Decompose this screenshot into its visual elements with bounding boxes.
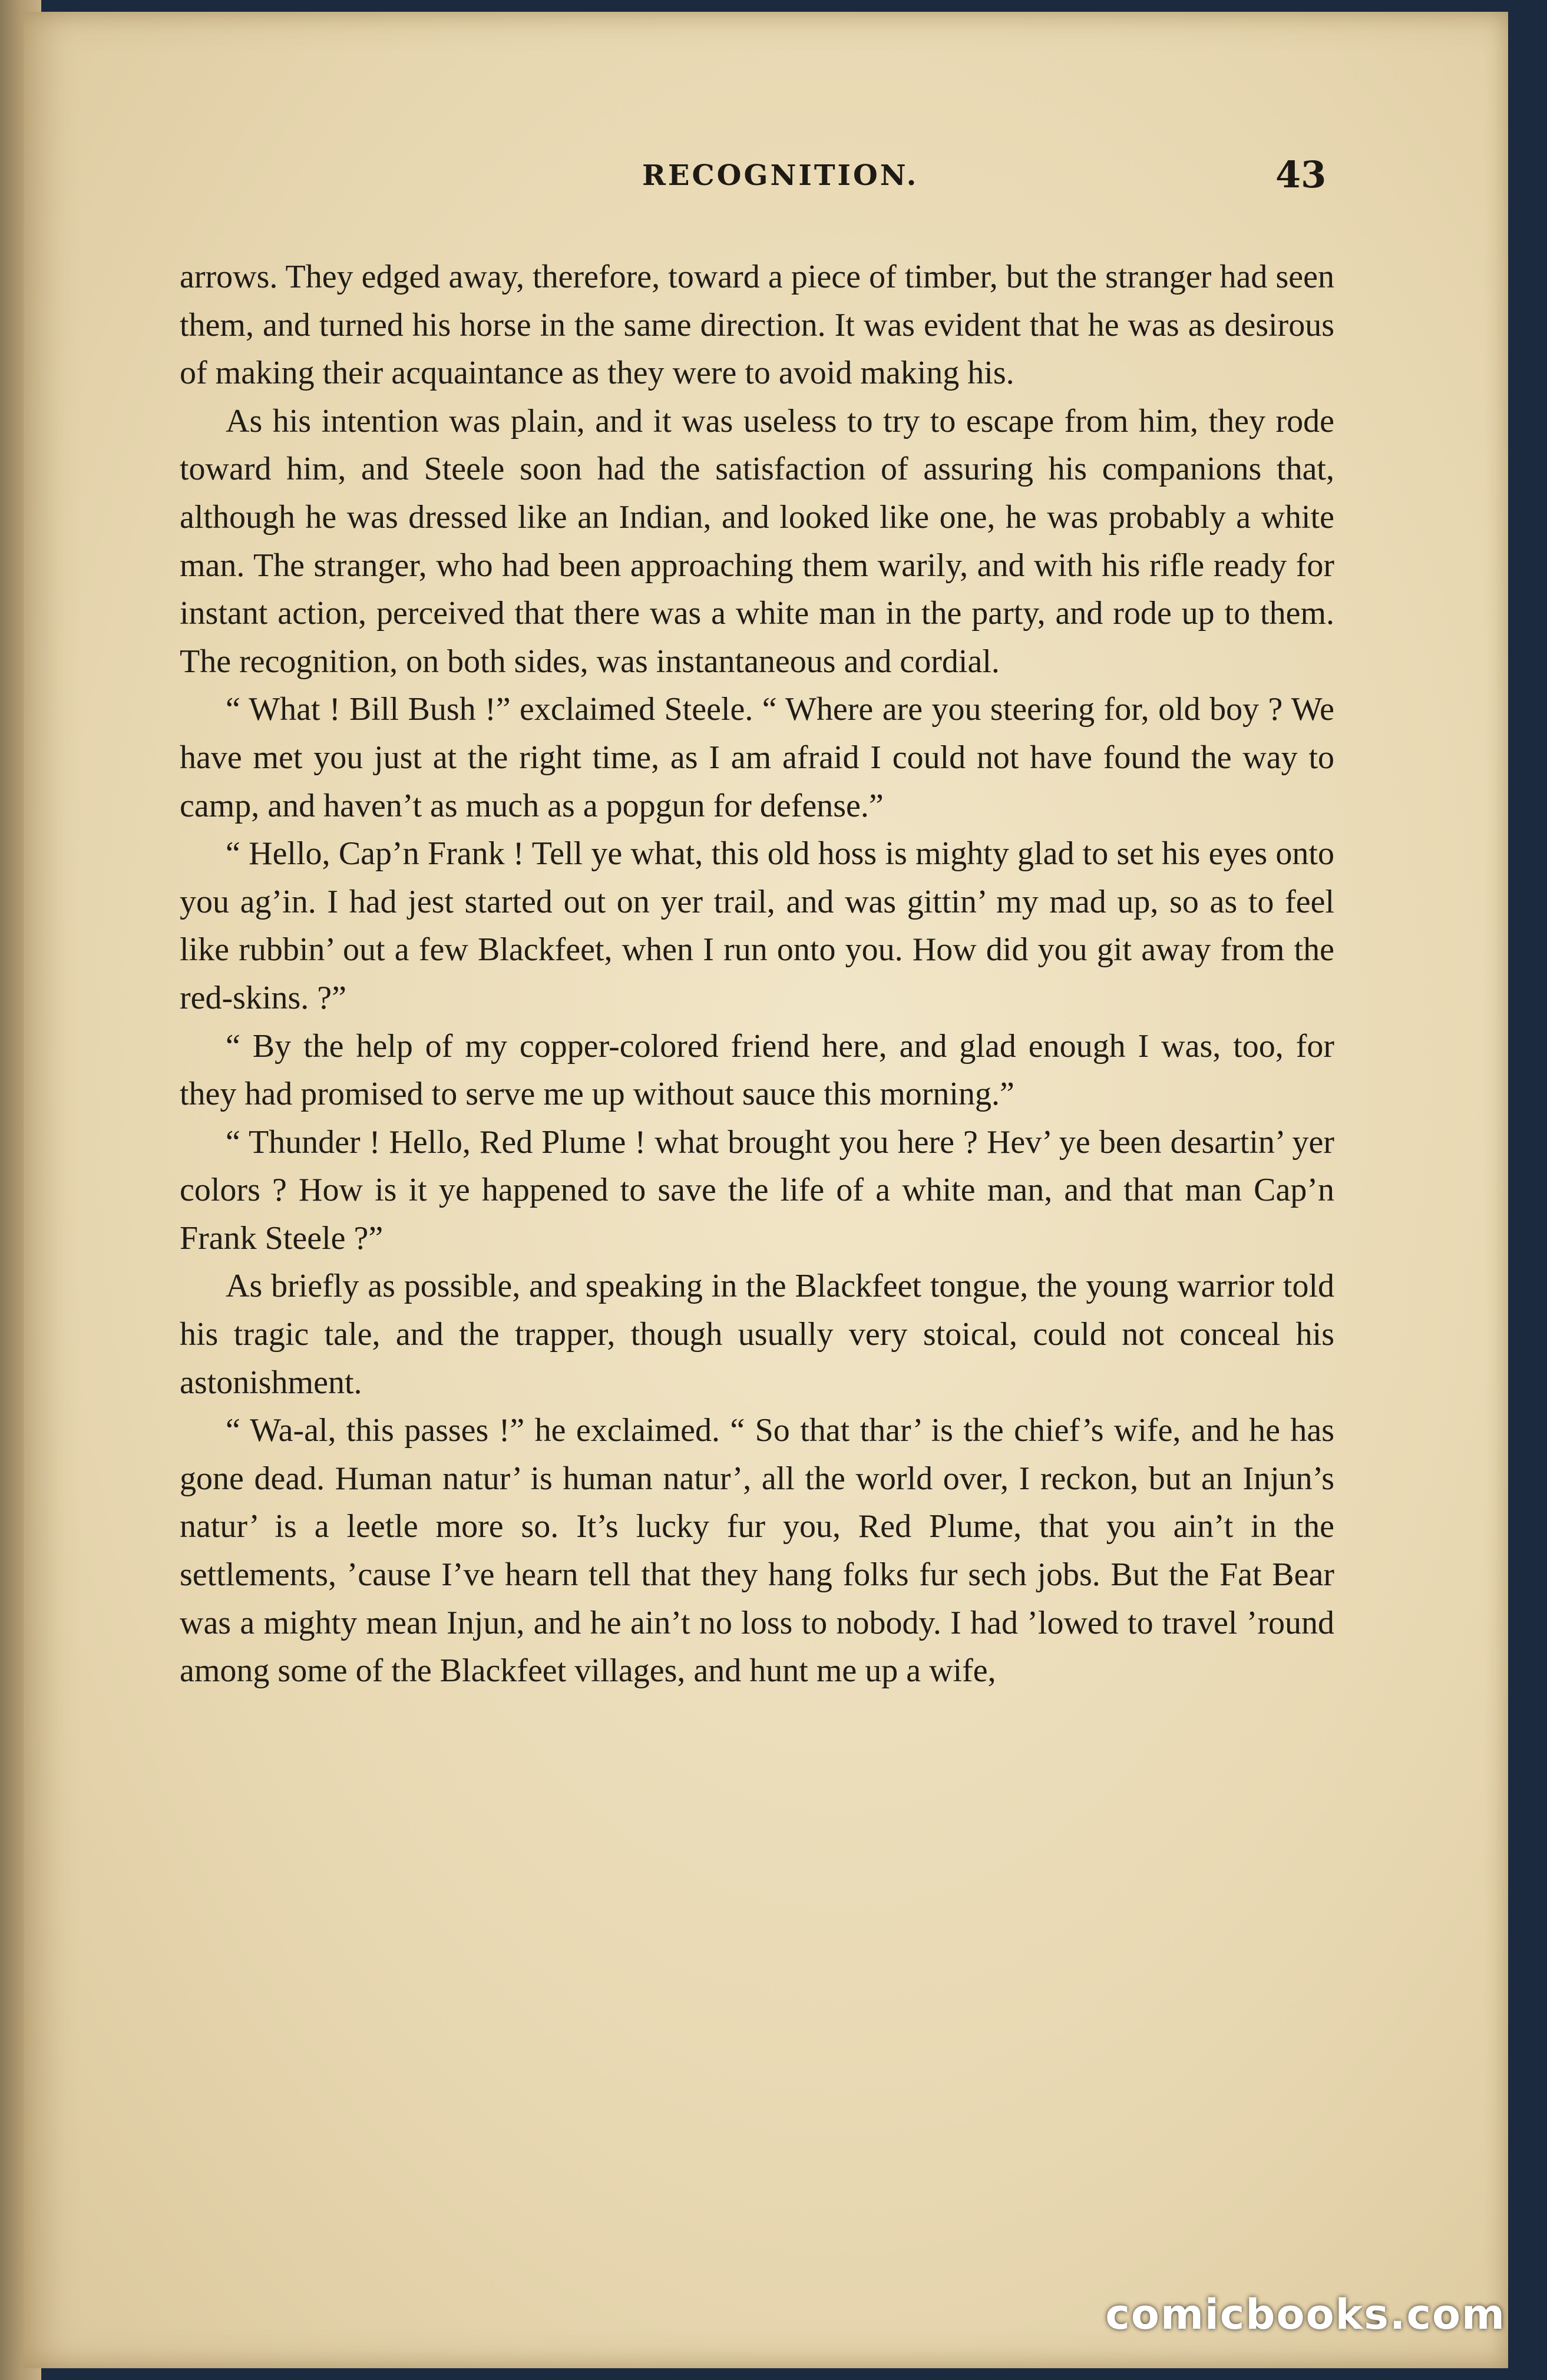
running-title: RECOGNITION.: [642, 159, 919, 192]
paragraph: “ Thunder ! Hello, Red Plume ! what brought you here ? Hev’ ye been desartin’ yer colors ? How is it ye happened to save the life of a white man, and that man Cap’n Frank Steele ?”: [180, 1123, 1334, 1257]
body-text: [180, 253, 1334, 1695]
watermark: comicbooks.com: [1105, 2290, 1506, 2339]
paragraph: “ Hello, Cap’n Frank ! Tell ye what, this old hoss is mighty glad to set his eyes onto you ag’in. I had jest started out on yer trail, and was gittin’ my mad up, so as to feel like rubbin’ out a few Blackfeet, when I run onto you. How did you git away from the red-skins. ?”: [180, 835, 1334, 1016]
paragraph: “ What ! Bill Bush !” exclaimed Steele. “ Where are you steering for, old boy ? We have met you just at the right time, as I am afraid I could not have found the way to camp, and haven’t as much as a popgun for defense.”: [180, 691, 1334, 824]
paragraph: arrows. They edged away, therefore, toward a piece of timber, but the stranger had seen them, and turned his horse in the same direction. It was evident that he was as desirous of making their acquaintance as they were to avoid making his.: [180, 259, 1334, 392]
paragraph: As briefly as possible, and speaking in the Blackfeet tongue, the young warrior told his tragic tale, and the trapper, though usually very stoical, could not conceal his astonishment.: [180, 1268, 1334, 1401]
paragraph: As his intention was plain, and it was useless to try to escape from him, they rode toward him, and Steele soon had the satisfaction of assuring his companions that, although he was dressed like an Indian, and looked like one, he was probably a white man. The stranger, who had been approaching them warily, and with his rifle ready for instant action, perceived that there was a white man in the party, and rode up to them. The recognition, on both sides, was instantaneous and cordial.: [180, 402, 1334, 680]
page-header: [0, 153, 1547, 206]
page-number: 43: [1275, 153, 1327, 196]
paragraph: “ Wa-al, this passes !” he exclaimed. “ So that thar’ is the chief’s wife, and he has gone dead. Human natur’ is human natur’, all the world over, I reckon, but an Injun’s natur’ is a leetle more so. It’s lucky fur you, Red Plume, that you ain’t in the settlements, ’cause I’ve hearn tell that they hang folks fur sech jobs. But the Fat Bear was a mighty mean Injun, and he ain’t no loss to nobody. I had ’lowed to travel ’round among some of the Blackfeet villages, and hunt me up a wife,: [180, 1412, 1334, 1690]
paragraph: “ By the help of my copper-colored friend here, and glad enough I was, too, for they had promised to serve me up without sauce this morning.”: [180, 1027, 1334, 1113]
